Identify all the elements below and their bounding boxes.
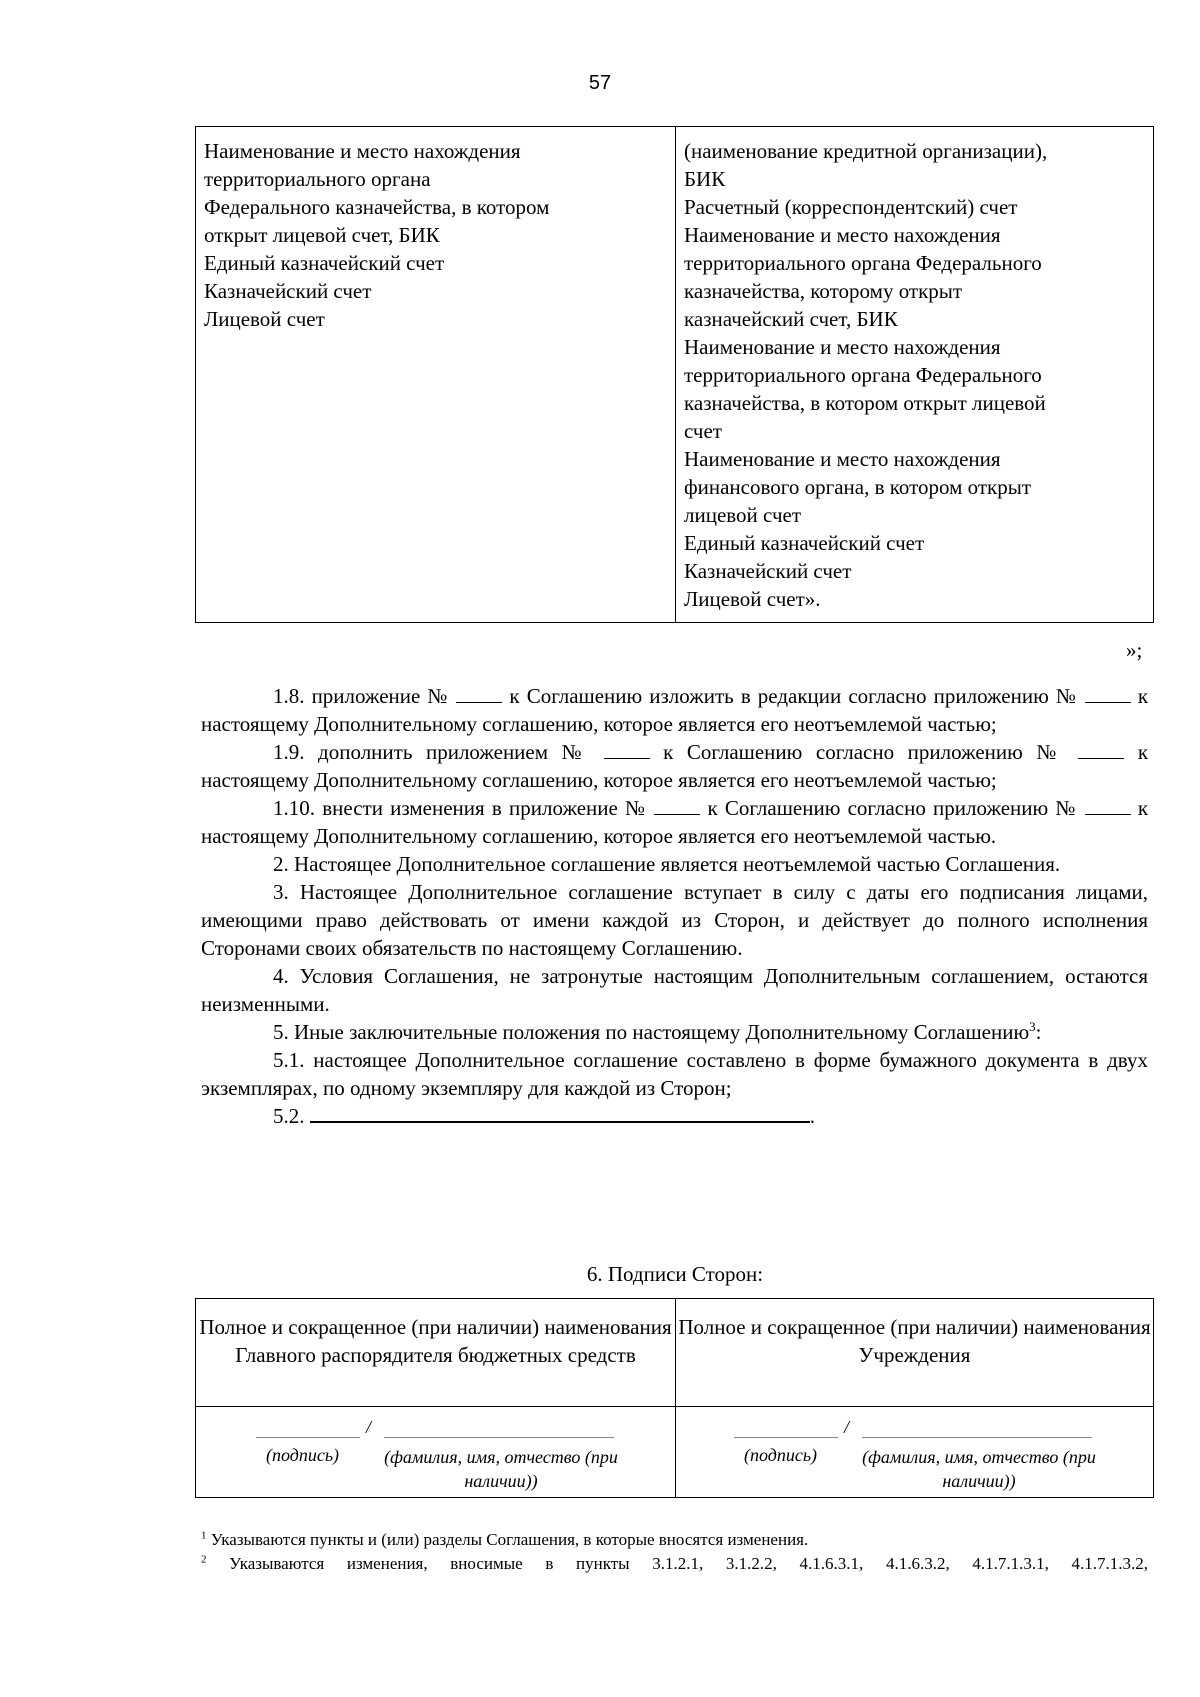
requisite-line: (наименование кредитной организации), bbox=[684, 139, 1048, 163]
footnote-ref: 3 bbox=[1029, 1019, 1036, 1034]
requisite-line: казначейства, в котором открыт лицевой bbox=[684, 391, 1046, 415]
signature-caption: (подпись) bbox=[744, 1445, 818, 1465]
blank-field bbox=[654, 796, 700, 815]
signatures-table bbox=[195, 1298, 1154, 1498]
name-caption: (фамилия, имя, отчество (при наличии)) bbox=[862, 1447, 1096, 1491]
party-header-left: Полное и сокращенное (при наличии) наименования Главного распорядителя бюджетных средств bbox=[196, 1299, 676, 1407]
paragraph-text: 1.10. внести изменения в приложение № bbox=[273, 796, 648, 820]
paragraph-text: 1.8. приложение № bbox=[273, 684, 450, 708]
footnotes bbox=[201, 1528, 1148, 1576]
closing-quote: »; bbox=[1126, 638, 1143, 662]
requisite-line: Федерального казначейства, в котором bbox=[204, 195, 550, 219]
requisite-line: территориального органа Федерального bbox=[684, 363, 1042, 387]
signature-line bbox=[256, 1437, 360, 1438]
footnote-text: Указываются изменения, вносимые в пункты 3.1.2.1, 3.1.2.2, 4.1.6.3.1, 4.1.6.3.2, 4.1.7.1.3.1, 4.1.7.1.3.2, bbox=[206, 1554, 1148, 1573]
requisite-line: лицевой счет bbox=[684, 503, 801, 527]
requisite-line: Наименование и место нахождения bbox=[684, 335, 1001, 359]
blank-field bbox=[1085, 796, 1131, 815]
signature-block-right bbox=[676, 1407, 1153, 1497]
blank-field bbox=[1085, 684, 1131, 703]
paragraph-text: к настоящему Дополнительному соглашению, которое является его неотъемлемой частью. bbox=[201, 796, 1149, 848]
requisite-line: финансового органа, в котором открыт bbox=[684, 475, 1032, 499]
requisite-line: Лицевой счет bbox=[204, 307, 325, 331]
paragraph-1-9 bbox=[201, 738, 1148, 794]
paragraph-text: к Соглашению изложить в редакции согласно приложению № bbox=[509, 684, 1078, 708]
paragraph-text: : bbox=[1035, 1020, 1042, 1044]
paragraph-text: 1.9. дополнить приложением № bbox=[273, 740, 590, 764]
requisite-line: Казначейский счет bbox=[204, 279, 372, 303]
requisites-right-column bbox=[676, 127, 1153, 622]
blank-field bbox=[310, 1103, 810, 1123]
paragraph-text: . bbox=[809, 1104, 815, 1128]
requisite-line: казначейства, которому открыт bbox=[684, 279, 963, 303]
signature-line bbox=[734, 1437, 838, 1438]
footnote-mark: 2 bbox=[201, 1553, 207, 1566]
paragraph-5 bbox=[201, 1018, 1148, 1046]
requisite-line: Единый казначейский счет bbox=[204, 251, 445, 275]
paragraph-text: к Соглашению согласно приложению № bbox=[663, 740, 1065, 764]
separator-slash: / bbox=[366, 1417, 372, 1437]
requisite-line: БИК bbox=[684, 167, 726, 191]
requisites-left-column bbox=[196, 127, 676, 622]
requisite-line: территориального органа Федерального bbox=[684, 251, 1042, 275]
signatures-heading-text: 6. Подписи Сторон: bbox=[586, 1262, 764, 1286]
footnote-2 bbox=[201, 1552, 1148, 1576]
requisite-line: территориального органа bbox=[204, 167, 431, 191]
footnote-1 bbox=[201, 1528, 1148, 1552]
name-line bbox=[384, 1437, 614, 1438]
party-header-right: Полное и сокращенное (при наличии) наименования Учреждения bbox=[676, 1299, 1153, 1407]
signature-caption: (подпись) bbox=[266, 1445, 340, 1465]
requisite-line: Наименование и место нахождения bbox=[684, 223, 1001, 247]
paragraph-text: 5.2. bbox=[273, 1104, 305, 1128]
requisite-line: Лицевой счет». bbox=[684, 587, 821, 611]
paragraph-text: к настоящему Дополнительному соглашению, которое является его неотъемлемой частью; bbox=[201, 684, 1149, 736]
signature-block-left bbox=[196, 1407, 676, 1497]
name-line bbox=[862, 1437, 1092, 1438]
requisite-line: открыт лицевой счет, БИК bbox=[204, 223, 440, 247]
name-caption: (фамилия, имя, отчество (при наличии)) bbox=[384, 1447, 618, 1491]
paragraph-5-2 bbox=[201, 1102, 1148, 1130]
paragraph-text: к настоящему Дополнительному соглашению, которое является его неотъемлемой частью; bbox=[201, 740, 1149, 792]
page-number: 57 bbox=[588, 72, 612, 94]
requisite-line: Казначейский счет bbox=[684, 559, 852, 583]
paragraph-2: 2. Настоящее Дополнительное соглашение является неотъемлемой частью Соглашения. bbox=[273, 852, 1061, 876]
requisites-table bbox=[195, 126, 1154, 623]
paragraph-5-1: 5.1. настоящее Дополнительное соглашение составлено в форме бумажного документа в двух экземплярах, по одному экземпляру для каждой из Сторон; bbox=[201, 1048, 1148, 1100]
requisite-line: счет bbox=[684, 419, 722, 443]
paragraph-1-8 bbox=[201, 682, 1148, 738]
signatures-heading bbox=[0, 1262, 1200, 1287]
paragraph-1-10 bbox=[201, 794, 1148, 850]
blank-field bbox=[456, 684, 502, 703]
footnote-text: Указываются пункты и (или) разделы Соглашения, в которые вносятся изменения. bbox=[206, 1530, 809, 1549]
requisite-line: Расчетный (корреспондентский) счет bbox=[684, 195, 1018, 219]
blank-field bbox=[604, 740, 650, 759]
requisite-line: Единый казначейский счет bbox=[684, 531, 925, 555]
paragraph-text: к Соглашению согласно приложению № bbox=[707, 796, 1078, 820]
requisite-line: Наименование и место нахождения bbox=[684, 447, 1001, 471]
paragraph-4: 4. Условия Соглашения, не затронутые настоящим Дополнительным соглашением, остаются неизменными. bbox=[201, 964, 1148, 1016]
requisite-line: Наименование и место нахождения bbox=[204, 139, 521, 163]
document-body bbox=[201, 682, 1148, 1130]
separator-slash: / bbox=[844, 1417, 850, 1437]
paragraph-text: 5. Иные заключительные положения по настоящему Дополнительному Соглашению bbox=[273, 1020, 1030, 1044]
footnote-mark: 1 bbox=[201, 1529, 207, 1542]
paragraph-3: 3. Настоящее Дополнительное соглашение вступает в силу с даты его подписания лицами, имеющими право действовать от имени каждой из Сторон, и действует до полного исполнения Сторонами своих обязательств по настоящему Соглашению. bbox=[201, 880, 1148, 960]
blank-field bbox=[1078, 740, 1124, 759]
requisite-line: казначейский счет, БИК bbox=[684, 307, 898, 331]
